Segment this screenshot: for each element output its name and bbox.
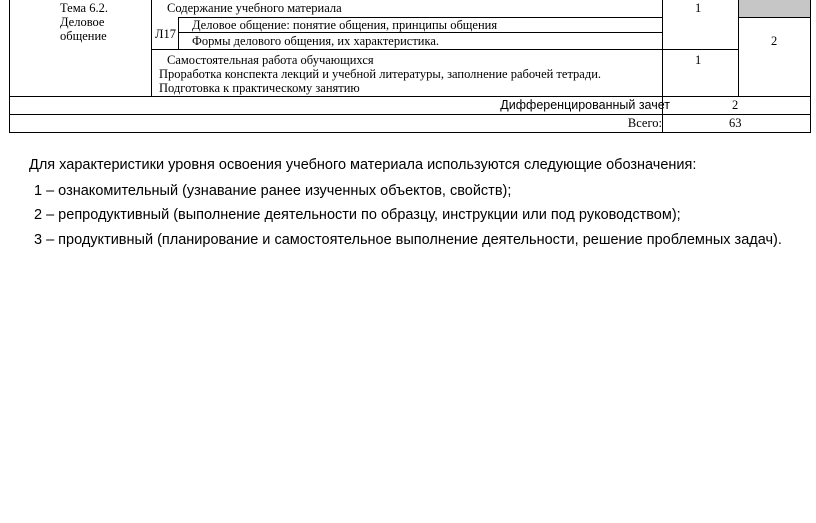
- diff-test-hours: 2: [732, 98, 739, 112]
- table-border-right: [810, 0, 811, 133]
- table-border-top-partial: [739, 17, 810, 18]
- legend-level-2: 2 – репродуктивный (выполнение деятельности по образцу, инструкции или под руководством);: [34, 207, 681, 223]
- legend-intro: Для характеристики уровня освоения учебного материала используются следующие обозначения:: [29, 157, 697, 173]
- topic-title-line1: Деловое: [60, 15, 105, 29]
- content-header: Содержание учебного материала: [167, 1, 342, 15]
- row-line-topic-end: [9, 96, 810, 97]
- table-border-left: [9, 0, 10, 133]
- lesson-item-1: Деловое общение: понятие общения, принципы общения: [192, 18, 498, 32]
- legend-level-1: 1 – ознакомительный (узнавание ранее изученных объектов, свойств);: [34, 183, 512, 199]
- lesson-item-2: Формы делового общения, их характеристика.: [192, 34, 440, 48]
- col-line-level: [738, 0, 739, 96]
- self-work-hours: 1: [695, 53, 702, 67]
- level-value: 2: [771, 34, 778, 48]
- row-line-lesson-item: [178, 32, 662, 33]
- col-line-lesson-code: [178, 17, 179, 49]
- diff-test-label: Дифференцированный зачет: [500, 98, 670, 112]
- total-label: Всего:: [627, 116, 662, 130]
- col-line-topic: [151, 0, 152, 96]
- lesson-code: Л17: [155, 27, 176, 41]
- shaded-cell: [739, 0, 810, 17]
- topic-number: Тема 6.2.: [60, 1, 108, 15]
- col-line-hours: [662, 0, 663, 133]
- self-work-line-1: Проработка конспекта лекций и учебной литературы, заполнение рабочей тетради.: [159, 67, 602, 81]
- self-work-line-2: Подготовка к практическому занятию: [159, 81, 360, 95]
- row-line-diff-test-end: [9, 114, 810, 115]
- content-hours: 1: [695, 1, 702, 15]
- row-line-lesson-end: [151, 49, 738, 50]
- table-border-bottom: [9, 132, 810, 133]
- legend-level-3: 3 – продуктивный (планирование и самостоятельное выполнение деятельности, решение проблемных задач).: [34, 232, 782, 248]
- self-work-title: Самостоятельная работа обучающихся: [167, 53, 374, 67]
- total-hours: 63: [729, 116, 742, 130]
- topic-title-line2: общение: [60, 29, 107, 43]
